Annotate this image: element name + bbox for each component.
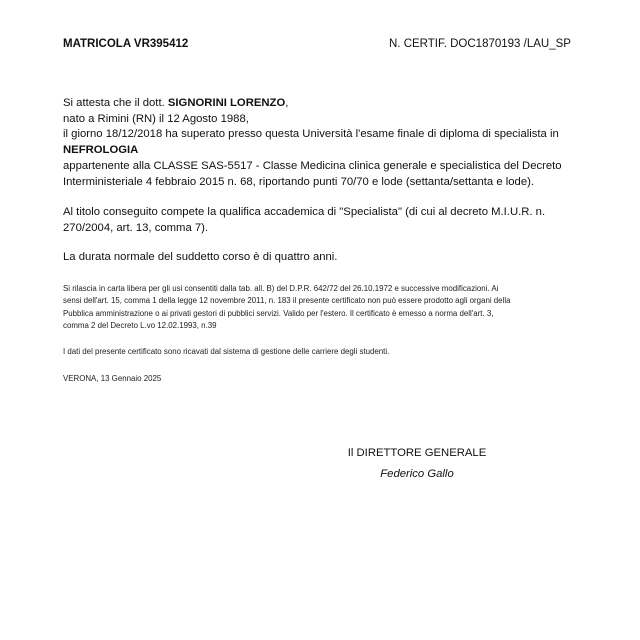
matricola-number: MATRICOLA VR395412 xyxy=(63,38,189,50)
certificate-body xyxy=(63,96,603,190)
duration-text: La durata normale del suddetto corso è di quattro anni. xyxy=(63,251,338,263)
place-date xyxy=(63,373,161,385)
qualification-paragraph xyxy=(63,205,545,236)
exam-line: il giorno 18/12/2018 ha superato presso questa Università l'esame finale di diploma di specialista in xyxy=(63,128,559,141)
legal-note-line: Pubblica amministrazione o ai privati gestori di pubblici servizi. Valido per l'estero. Il certificato è emesso a norma dell'art. 3, xyxy=(63,308,494,318)
data-source-text: I dati del presente certificato sono ricavati dal sistema di gestione delle carriere degli studenti. xyxy=(63,347,390,356)
person-name: SIGNORINI LORENZO xyxy=(167,97,286,109)
data-source-note xyxy=(63,346,389,358)
attestation-prefix: Si attesta che il dott. xyxy=(63,97,168,109)
qualification-line-2: 270/2004, art. 13, comma 7). xyxy=(63,221,209,234)
signatory-name: Federico Gallo xyxy=(380,468,454,480)
attestation-line xyxy=(63,96,603,112)
birth-line: nato a Rimini (RN) il 12 Agosto 1988, xyxy=(63,112,249,125)
signature-block xyxy=(347,443,487,485)
legal-note-line: sensi dell'art. 15, comma 1 della legge 12 novembre 2011, n. 183 il presente certificato non può essere prodotto agli organi della xyxy=(63,296,511,306)
signatory-title: Il DIRETTORE GENERALE xyxy=(347,447,487,459)
legal-note-line: Si rilascia in carta libera per gli usi consentiti dalla tab. all. B) del D.P.R. 642/72 del 26.10.1972 e successive modificazioni. Ai xyxy=(63,284,499,293)
specialty-name: NEFROLOGIA xyxy=(63,144,139,157)
legal-note-line: comma 2 del Decreto L.vo 12.02.1993, n.39 xyxy=(63,320,217,330)
class-line: appartenente alla CLASSE SAS-5517 - Classe Medicina clinica generale e specialistica del Decreto xyxy=(63,159,562,172)
legal-note xyxy=(63,283,510,332)
certificate-number: N. CERTIF. DOC1870193 /LAU_SP xyxy=(389,38,571,50)
place-date-text: VERONA, 13 Gennaio 2025 xyxy=(63,374,162,383)
qualification-line-1: Al titolo conseguito compete la qualifica accademica di "Specialista" (di cui al decreto M.I.U.R. n. xyxy=(63,206,546,218)
score-line: Interministeriale 4 febbraio 2015 n. 68, riportando punti 70/70 e lode (settanta/settanta e lode). xyxy=(63,175,535,188)
attestation-suffix: , xyxy=(285,97,289,109)
duration-paragraph xyxy=(63,250,337,266)
